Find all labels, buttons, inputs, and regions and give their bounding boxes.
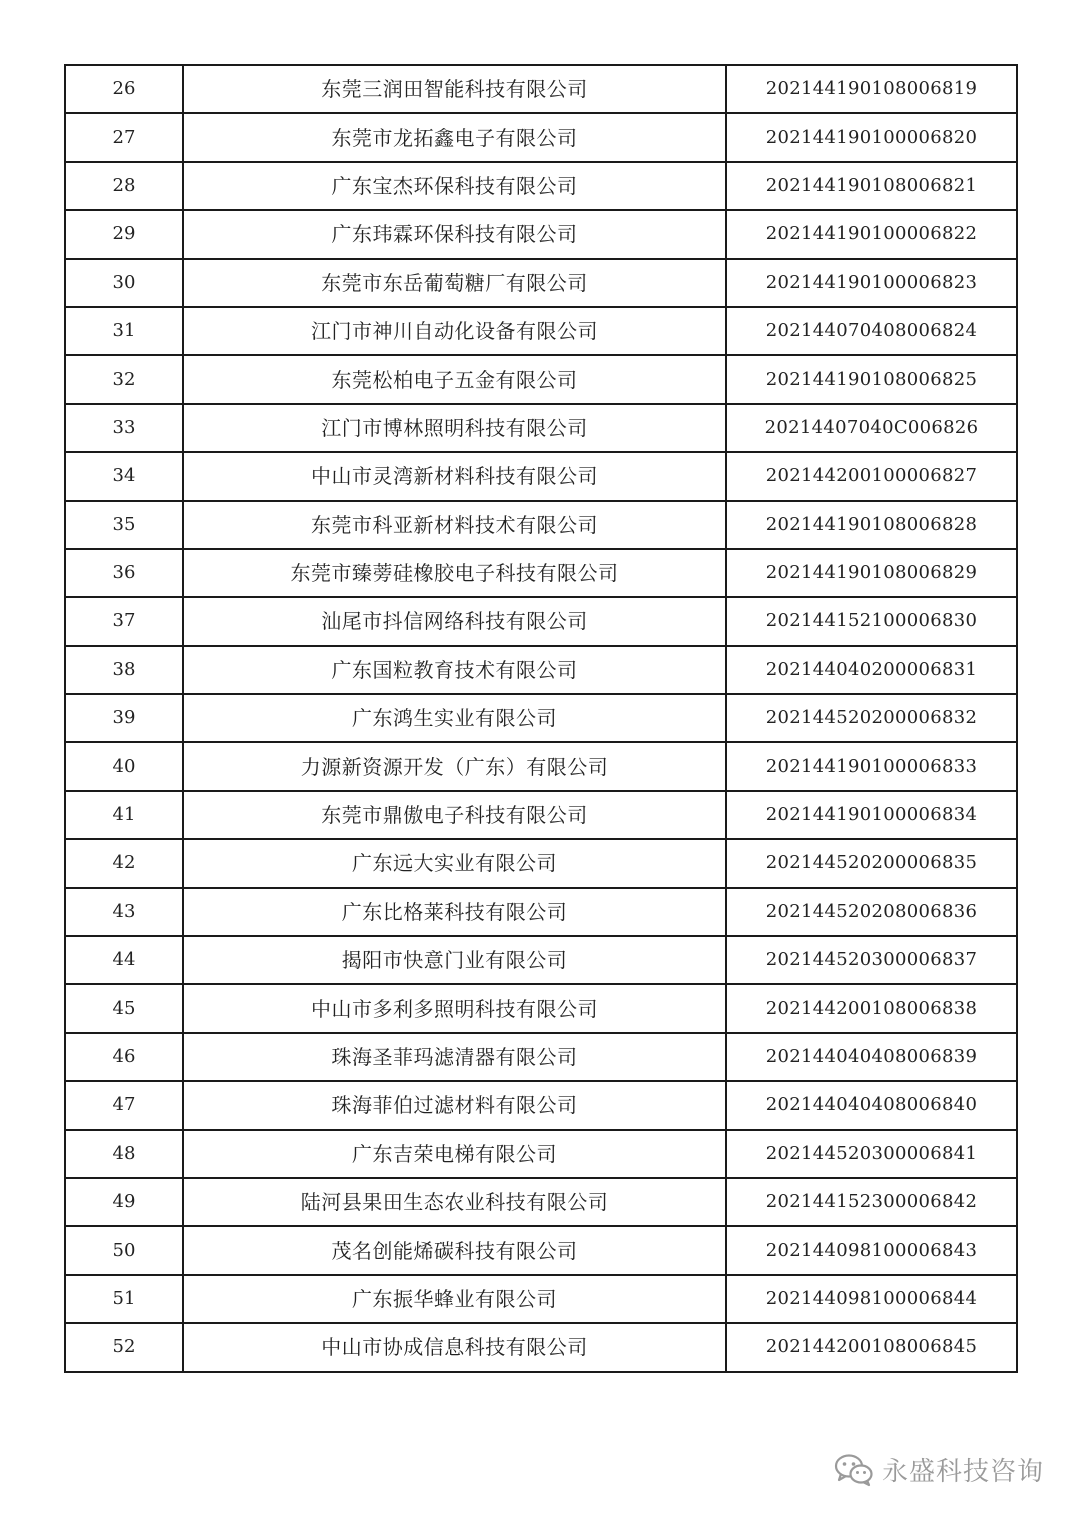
company-name-cell: 珠海圣菲玛滤清器有限公司 — [183, 1033, 726, 1081]
row-number-cell: 51 — [65, 1275, 183, 1323]
company-name-cell: 广东比格莱科技有限公司 — [183, 888, 726, 936]
row-number-cell: 46 — [65, 1033, 183, 1081]
company-name-cell: 东莞三润田智能科技有限公司 — [183, 65, 726, 113]
table-row — [65, 984, 1017, 1032]
registration-code-cell: 202144200100006827 — [726, 452, 1017, 500]
company-name-cell: 广东宝杰环保科技有限公司 — [183, 162, 726, 210]
company-name-cell: 汕尾市抖信网络科技有限公司 — [183, 597, 726, 645]
registration-code-cell: 202144190100006820 — [726, 113, 1017, 161]
table-row — [65, 1275, 1017, 1323]
table-row — [65, 452, 1017, 500]
row-number-cell: 27 — [65, 113, 183, 161]
row-number-cell: 34 — [65, 452, 183, 500]
table-row — [65, 501, 1017, 549]
registration-code-cell: 202144040200006831 — [726, 646, 1017, 694]
row-number-cell: 45 — [65, 984, 183, 1032]
company-name-cell: 陆河县果田生态农业科技有限公司 — [183, 1178, 726, 1226]
registration-code-cell: 202144520300006837 — [726, 936, 1017, 984]
row-number-cell: 39 — [65, 694, 183, 742]
row-number-cell: 33 — [65, 404, 183, 452]
registration-code-cell: 202144190100006822 — [726, 210, 1017, 258]
company-name-cell: 东莞市臻蒡硅橡胶电子科技有限公司 — [183, 549, 726, 597]
registration-code-cell: 202144520200006832 — [726, 694, 1017, 742]
table-row — [65, 113, 1017, 161]
table-row — [65, 210, 1017, 258]
table-row — [65, 549, 1017, 597]
registration-code-cell: 202144200108006838 — [726, 984, 1017, 1032]
table-row — [65, 791, 1017, 839]
row-number-cell: 26 — [65, 65, 183, 113]
company-name-cell: 江门市博林照明科技有限公司 — [183, 404, 726, 452]
registration-code-cell: 202144152100006830 — [726, 597, 1017, 645]
watermark-text: 永盛科技咨询 — [881, 1457, 1044, 1487]
registration-code-cell: 202144190108006829 — [726, 549, 1017, 597]
company-name-cell: 广东吉荣电梯有限公司 — [183, 1130, 726, 1178]
table-row — [65, 694, 1017, 742]
registration-code-cell: 20214407040C006826 — [726, 404, 1017, 452]
registration-code-cell: 202144190108006825 — [726, 355, 1017, 403]
company-name-cell: 东莞市东岳葡萄糖厂有限公司 — [183, 259, 726, 307]
registration-code-cell: 202144200108006845 — [726, 1323, 1017, 1371]
registration-code-cell: 202144098100006844 — [726, 1275, 1017, 1323]
registration-code-cell: 202144520300006841 — [726, 1130, 1017, 1178]
company-name-cell: 茂名创能烯碳科技有限公司 — [183, 1226, 726, 1274]
row-number-cell: 30 — [65, 259, 183, 307]
company-list-table — [64, 64, 1018, 1373]
table-row — [65, 839, 1017, 887]
table-row — [65, 888, 1017, 936]
company-name-cell: 中山市协成信息科技有限公司 — [183, 1323, 726, 1371]
row-number-cell: 40 — [65, 742, 183, 790]
registration-code-cell: 202144520200006835 — [726, 839, 1017, 887]
row-number-cell: 32 — [65, 355, 183, 403]
row-number-cell: 31 — [65, 307, 183, 355]
registration-code-cell: 202144152300006842 — [726, 1178, 1017, 1226]
table-row — [65, 355, 1017, 403]
table-row — [65, 597, 1017, 645]
row-number-cell: 50 — [65, 1226, 183, 1274]
company-name-cell: 广东鸿生实业有限公司 — [183, 694, 726, 742]
table-row — [65, 1033, 1017, 1081]
table-row — [65, 404, 1017, 452]
row-number-cell: 47 — [65, 1081, 183, 1129]
registration-code-cell: 202144190100006823 — [726, 259, 1017, 307]
row-number-cell: 52 — [65, 1323, 183, 1371]
row-number-cell: 29 — [65, 210, 183, 258]
table-row — [65, 1323, 1017, 1371]
company-name-cell: 广东振华蜂业有限公司 — [183, 1275, 726, 1323]
row-number-cell: 49 — [65, 1178, 183, 1226]
company-name-cell: 东莞松柏电子五金有限公司 — [183, 355, 726, 403]
company-name-cell: 广东国粒教育技术有限公司 — [183, 646, 726, 694]
registration-code-cell: 202144040408006839 — [726, 1033, 1017, 1081]
company-name-cell: 东莞市龙拓鑫电子有限公司 — [183, 113, 726, 161]
table-row — [65, 1081, 1017, 1129]
registration-code-cell: 202144040408006840 — [726, 1081, 1017, 1129]
row-number-cell: 44 — [65, 936, 183, 984]
table-row — [65, 65, 1017, 113]
table-body — [65, 65, 1017, 1372]
row-number-cell: 48 — [65, 1130, 183, 1178]
registration-code-cell: 202144190108006828 — [726, 501, 1017, 549]
company-name-cell: 中山市灵湾新材料科技有限公司 — [183, 452, 726, 500]
table-row — [65, 936, 1017, 984]
company-name-cell: 中山市多利多照明科技有限公司 — [183, 984, 726, 1032]
row-number-cell: 37 — [65, 597, 183, 645]
company-name-cell: 广东玮霖环保科技有限公司 — [183, 210, 726, 258]
watermark — [834, 1451, 1044, 1488]
table-row — [65, 259, 1017, 307]
row-number-cell: 28 — [65, 162, 183, 210]
row-number-cell: 38 — [65, 646, 183, 694]
company-name-cell: 珠海菲伯过滤材料有限公司 — [183, 1081, 726, 1129]
row-number-cell: 43 — [65, 888, 183, 936]
table-row — [65, 1130, 1017, 1178]
registration-code-cell: 202144098100006843 — [726, 1226, 1017, 1274]
table-row — [65, 162, 1017, 210]
row-number-cell: 41 — [65, 791, 183, 839]
registration-code-cell: 202144070408006824 — [726, 307, 1017, 355]
registration-code-cell: 202144520208006836 — [726, 888, 1017, 936]
wechat-icon — [834, 1453, 874, 1487]
table-row — [65, 1178, 1017, 1226]
company-name-cell: 力源新资源开发（广东）有限公司 — [183, 742, 726, 790]
registration-code-cell: 202144190100006833 — [726, 742, 1017, 790]
company-name-cell: 广东远大实业有限公司 — [183, 839, 726, 887]
company-name-cell: 东莞市科亚新材料技术有限公司 — [183, 501, 726, 549]
registration-code-cell: 202144190100006834 — [726, 791, 1017, 839]
company-name-cell: 揭阳市快意门业有限公司 — [183, 936, 726, 984]
registration-code-cell: 202144190108006819 — [726, 65, 1017, 113]
row-number-cell: 36 — [65, 549, 183, 597]
company-name-cell: 江门市神川自动化设备有限公司 — [183, 307, 726, 355]
table-row — [65, 307, 1017, 355]
registration-code-cell: 202144190108006821 — [726, 162, 1017, 210]
table-row — [65, 742, 1017, 790]
row-number-cell: 35 — [65, 501, 183, 549]
company-name-cell: 东莞市鼎傲电子科技有限公司 — [183, 791, 726, 839]
table-row — [65, 1226, 1017, 1274]
table-row — [65, 646, 1017, 694]
row-number-cell: 42 — [65, 839, 183, 887]
